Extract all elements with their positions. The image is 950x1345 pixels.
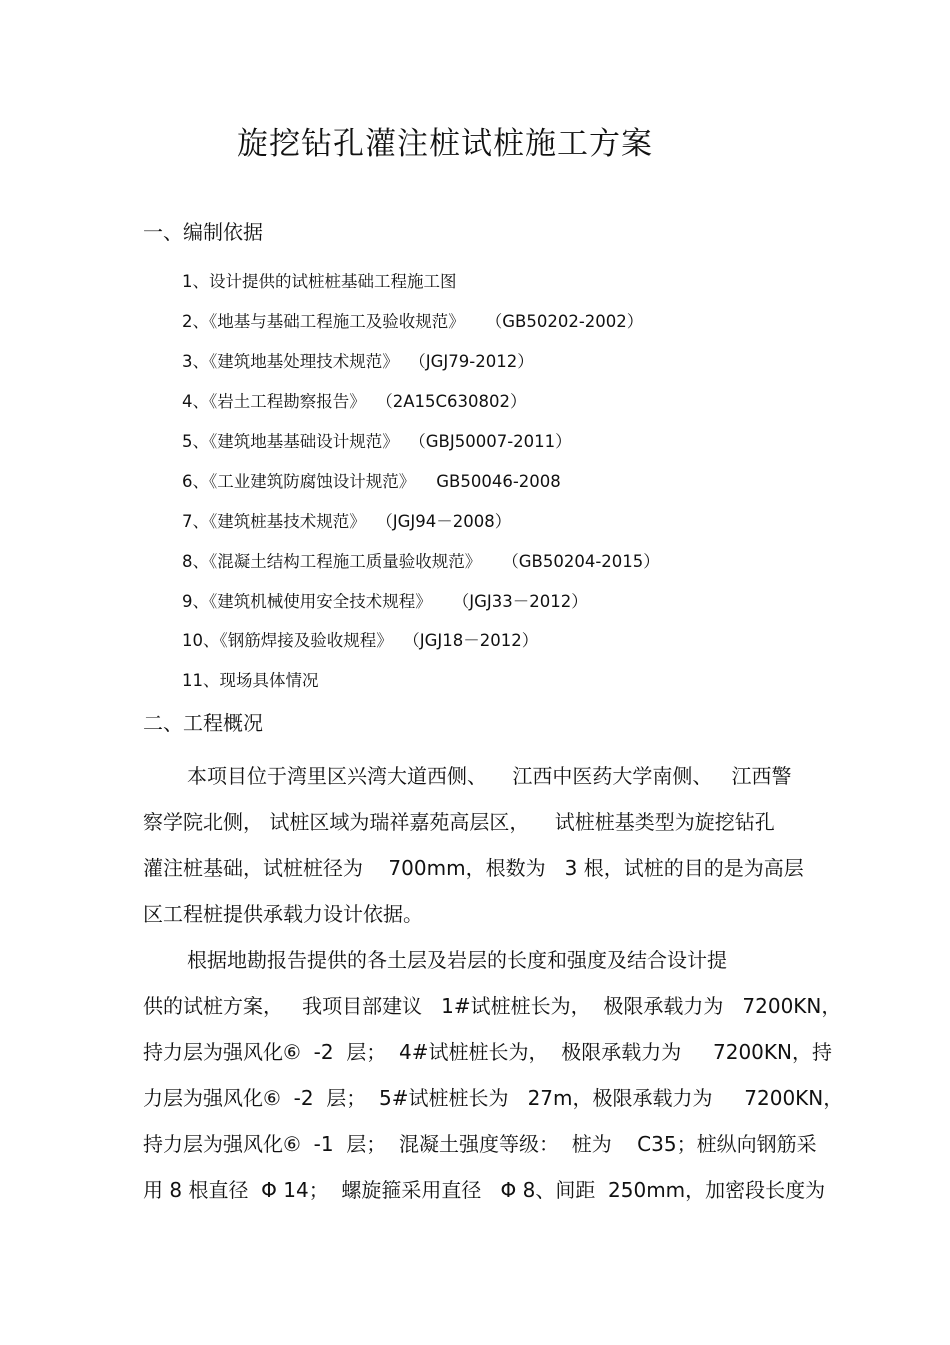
basis-item-5: 5、《建筑地基基础设计规范》 （GBJ50007-2011） [182, 432, 572, 451]
overview-para1-line-2: 察学院北侧， 试桩区域为瑞祥嘉苑高层区， 试桩桩基类型为旋挖钻孔 [143, 810, 775, 834]
basis-item-7: 7、《建筑桩基技术规范》 （JGJ94－2008） [182, 512, 512, 531]
basis-item-6: 6、《工业建筑防腐蚀设计规范》 GB50046-2008 [182, 472, 561, 491]
overview-para1-line-1: 本项目位于湾里区兴湾大道西侧、 江西中医药大学南侧、 江西警 [187, 764, 792, 788]
overview-para2-line-2: 供的试桩方案， 我项目部建议 1#试桩桩长为， 极限承载力为 7200KN， [143, 994, 842, 1018]
document-title: 旋挖钻孔灌注桩试桩施工方案 [237, 126, 653, 162]
overview-para1-line-3: 灌注桩基础，试桩桩径为 700mm，根数为 3 根，试桩的目的是为高层 [143, 856, 804, 880]
basis-item-11: 11、现场具体情况 [182, 671, 319, 690]
basis-item-8: 8、《混凝土结构工程施工质量验收规范》 （GB50204-2015） [182, 552, 660, 571]
basis-item-1: 1、设计提供的试桩桩基础工程施工图 [182, 272, 457, 291]
overview-para2-line-6: 用 8 根直径 Φ 14； 螺旋箍采用直径 Φ 8、间距 250mm，加密段长度为 [143, 1178, 826, 1202]
basis-item-9: 9、《建筑机械使用安全技术规程》 （JGJ33－2012） [182, 592, 588, 611]
overview-para2-line-3: 持力层为强风化⑥ -2 层； 4#试桩桩长为， 极限承载力为 7200KN，持 [143, 1040, 832, 1064]
section-heading-basis: 一、编制依据 [143, 220, 263, 244]
overview-para1-line-4: 区工程桩提供承载力设计依据。 [143, 902, 423, 926]
basis-item-4: 4、《岩土工程勘察报告》 （2A15C630802） [182, 392, 527, 411]
overview-para2-line-5: 持力层为强风化⑥ -1 层； 混凝土强度等级： 桩为 C35；桩纵向钢筋采 [143, 1132, 817, 1156]
overview-para2-line-4: 力层为强风化⑥ -2 层； 5#试桩桩长为 27m，极限承载力为 7200KN， [143, 1086, 844, 1110]
section-heading-overview: 二、工程概况 [143, 711, 263, 735]
overview-para2-line-1: 根据地勘报告提供的各土层及岩层的长度和强度及结合设计提 [187, 948, 727, 972]
basis-item-2: 2、《地基与基础工程施工及验收规范》 （GB50202-2002） [182, 312, 644, 331]
basis-item-10: 10、《钢筋焊接及验收规程》 （JGJ18－2012） [182, 631, 539, 650]
basis-item-3: 3、《建筑地基处理技术规范》 （JGJ79-2012） [182, 352, 534, 371]
